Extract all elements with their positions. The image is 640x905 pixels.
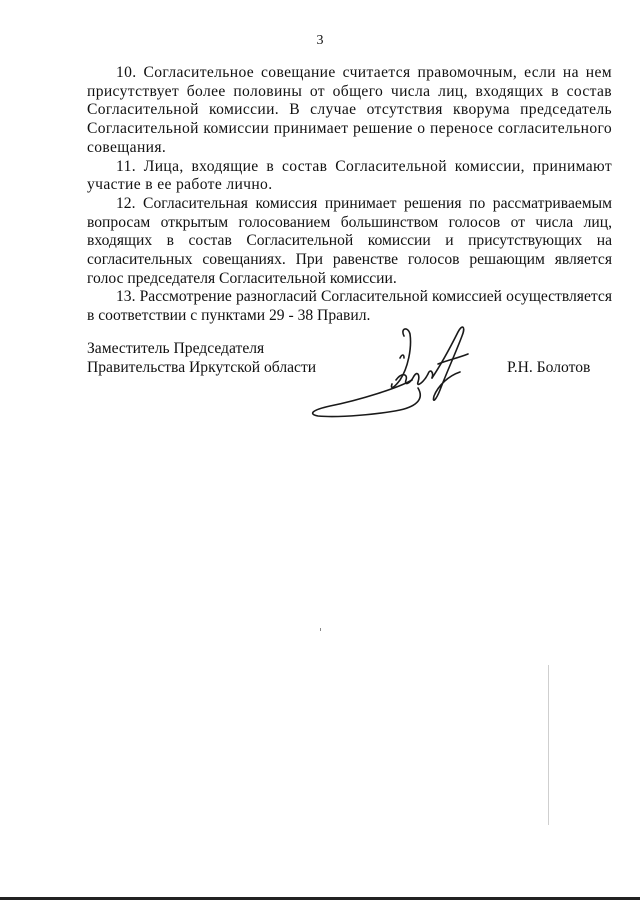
signer-name: Р.Н. Болотов [507,358,591,376]
handwritten-signature [300,318,480,428]
paragraph-12: 12. Согласительная комиссия принимает решения по рассматриваемым вопросам открытым голосованием большинством голосов от числа лиц, входящих в состав Согласительной комиссии и присутствующих на согласительных совещаниях. При равенстве голосов решающим является голос председателя Согласительной комиссии. [87,194,612,287]
signer-position-line-2: Правительства Иркутской области [87,358,317,376]
document-body [87,64,612,326]
paragraph-10: 10. Согласительное совещание считается правомочным, если на нем присутствует более половины от общего числа лиц, входящих в состав Согласительной комиссии. В случае отсутствия кворума председатель Согласительной комиссии принимает решение о переносе согласительного совещания. [87,64,612,156]
scan-artifact [548,665,549,825]
scan-artifact [320,628,321,631]
page-number: 3 [316,33,324,48]
page-bottom-edge [0,897,640,900]
paragraph-13: 13. Рассмотрение разногласий Согласительной комиссией осуществляется в соответствии с пунктами 29 - 38 Правил. [87,288,612,325]
signer-position-line-1: Заместитель Председателя [87,340,265,357]
paragraph-11: 11. Лица, входящие в состав Согласительной комиссии, принимают участие в ее работе лично. [87,157,612,194]
